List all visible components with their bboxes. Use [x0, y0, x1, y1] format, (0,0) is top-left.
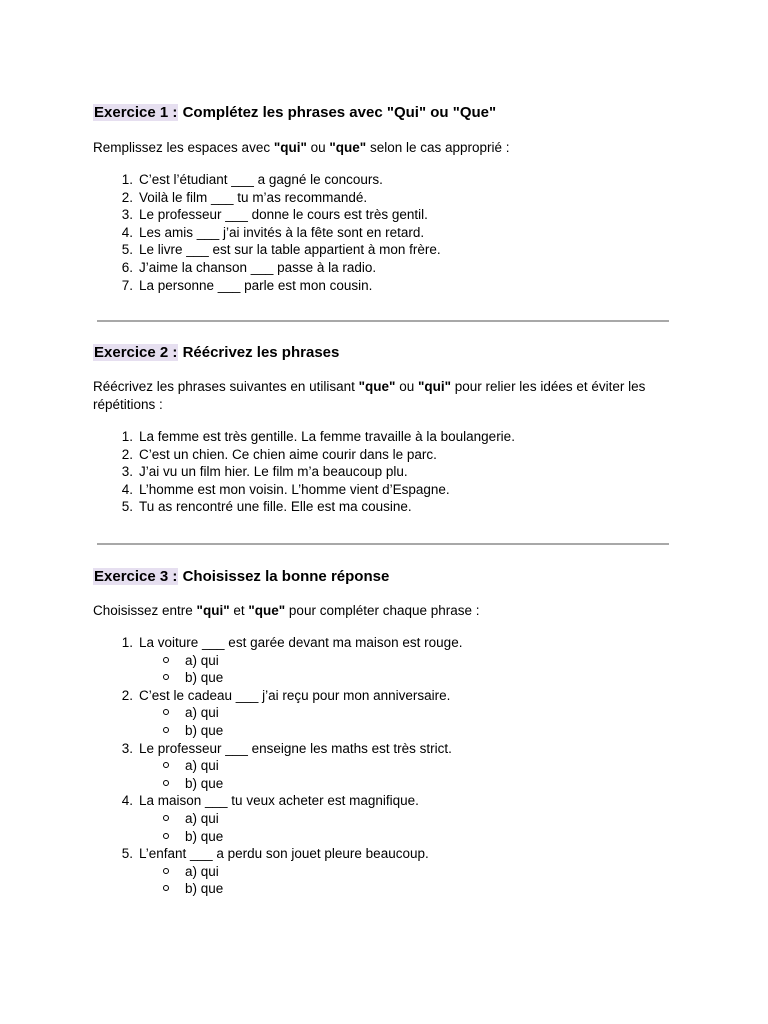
list-item — [93, 792, 683, 810]
option-b — [93, 722, 683, 740]
item-text: L’homme est mon voisin. L’homme vient d’Espagne. — [139, 481, 450, 497]
instruction-text: Réécrivez les phrases suivantes en utilisant — [93, 379, 359, 394]
list-item — [93, 463, 683, 481]
options-list — [93, 810, 683, 845]
item-text: Le livre ___ est sur la table appartient à mon frère. — [139, 242, 441, 258]
instruction-text: pour relier les idées et éviter les répétitions : — [93, 379, 646, 412]
option-a — [93, 863, 683, 881]
hollow-bullet-icon — [163, 868, 169, 874]
options-container — [93, 863, 683, 898]
item-number: 2. — [121, 687, 133, 703]
options-container — [93, 757, 683, 792]
hollow-bullet-icon — [163, 657, 169, 663]
option-text: b) que — [185, 670, 224, 686]
item-number: 2. — [121, 446, 133, 462]
list-item — [93, 428, 683, 446]
hollow-bullet-icon — [163, 885, 169, 891]
item-text: La femme est très gentille. La femme travaille à la boulangerie. — [139, 429, 515, 444]
item-number: 7. — [121, 277, 133, 293]
hollow-bullet-icon — [163, 709, 169, 715]
exercise-1-label: Exercice 1 : — [94, 104, 178, 121]
item-number: 5. — [121, 499, 133, 515]
item-text: L’enfant ___ a perdu son jouet pleure beaucoup. — [139, 846, 429, 862]
options-list — [93, 863, 683, 898]
option-b — [93, 669, 683, 687]
keyword-qui: "qui" — [417, 379, 452, 394]
exercise-1-title: Complétez les phrases avec "Qui" ou "Que" — [178, 104, 497, 121]
option-a — [93, 704, 683, 722]
item-text: Le professeur ___ enseigne les maths est très strict. — [139, 740, 452, 756]
item-text: J’aime la chanson ___ passe à la radio. — [139, 259, 377, 275]
list-item — [93, 740, 683, 758]
item-text: Les amis ___ j’ai invités à la fête sont en retard. — [139, 224, 425, 240]
section-divider-1 — [97, 320, 669, 322]
list-item — [93, 481, 683, 499]
keyword-que: "que" — [248, 603, 286, 618]
options-list — [93, 704, 683, 739]
item-number: 4. — [121, 481, 133, 497]
item-number: 6. — [121, 259, 133, 275]
keyword-qui: "qui" — [196, 603, 230, 618]
item-number: 3. — [121, 207, 133, 223]
option-text: a) qui — [185, 863, 219, 879]
item-text: Voilà le film ___ tu m’as recommandé. — [139, 189, 368, 205]
keyword-que: "que" — [329, 140, 367, 155]
options-container — [93, 704, 683, 739]
option-b — [93, 775, 683, 793]
list-item — [93, 224, 683, 242]
item-text: La maison ___ tu veux acheter est magnifique. — [139, 793, 419, 809]
list-item — [93, 259, 683, 277]
hollow-bullet-icon — [163, 762, 169, 768]
item-text: C’est un chien. Ce chien aime courir dans le parc. — [139, 446, 437, 462]
item-text: Le professeur ___ donne le cours est très gentil. — [139, 207, 428, 223]
item-number: 4. — [121, 224, 133, 240]
hollow-bullet-icon — [163, 780, 169, 786]
option-a — [93, 810, 683, 828]
list-item — [93, 241, 683, 259]
list-item — [93, 189, 683, 207]
option-text: b) que — [185, 828, 224, 844]
exercise-3-label: Exercice 3 : — [94, 568, 178, 585]
hollow-bullet-icon — [163, 674, 169, 680]
option-text: a) qui — [185, 758, 219, 774]
option-a — [93, 757, 683, 775]
keyword-que: "que" — [358, 379, 396, 394]
item-text: La personne ___ parle est mon cousin. — [139, 277, 373, 293]
item-number: 5. — [121, 846, 133, 862]
option-a — [93, 652, 683, 670]
item-number: 5. — [121, 242, 133, 258]
list-item — [93, 277, 683, 295]
exercise-3-list — [93, 634, 683, 898]
instruction-text: et — [229, 603, 249, 618]
hollow-bullet-icon — [163, 833, 169, 839]
options-list — [93, 652, 683, 687]
section-divider-2 — [97, 543, 669, 545]
item-number: 3. — [121, 464, 133, 480]
option-b — [93, 880, 683, 898]
option-text: b) que — [185, 881, 224, 897]
options-container — [93, 652, 683, 687]
option-text: b) que — [185, 775, 224, 791]
option-b — [93, 828, 683, 846]
option-text: b) que — [185, 722, 224, 738]
instruction-text: ou — [306, 140, 330, 155]
item-text: J’ai vu un film hier. Le film m’a beaucoup plu. — [139, 464, 408, 480]
list-item — [93, 498, 683, 516]
exercise-2-label: Exercice 2 : — [94, 344, 178, 361]
exercise-1-section — [93, 103, 683, 294]
keyword-qui: "qui" — [273, 140, 307, 155]
hollow-bullet-icon — [163, 815, 169, 821]
hollow-bullet-icon — [163, 727, 169, 733]
instruction-text: selon le cas approprié : — [366, 140, 510, 155]
item-number: 1. — [121, 429, 133, 444]
option-text: a) qui — [185, 810, 219, 826]
list-item — [93, 206, 683, 224]
exercise-3-heading — [93, 567, 683, 587]
item-number: 2. — [121, 189, 133, 205]
exercise-2-section — [93, 343, 683, 516]
exercise-1-list — [93, 171, 683, 294]
item-text: Tu as rencontré une fille. Elle est ma cousine. — [139, 499, 412, 515]
options-container — [93, 810, 683, 845]
option-text: a) qui — [185, 705, 219, 721]
list-item — [93, 687, 683, 705]
exercise-3-title: Choisissez la bonne réponse — [178, 568, 390, 585]
options-list — [93, 757, 683, 792]
list-item — [93, 446, 683, 464]
option-text: a) qui — [185, 652, 219, 668]
exercise-3-section — [93, 567, 683, 898]
exercise-1-heading — [93, 103, 683, 123]
item-text: La voiture ___ est garée devant ma maison est rouge. — [139, 635, 463, 650]
exercise-2-list — [93, 428, 683, 516]
exercise-2-title: Réécrivez les phrases — [178, 344, 340, 361]
instruction-text: Remplissez les espaces avec — [93, 140, 274, 155]
list-item — [93, 634, 683, 652]
exercise-1-instruction — [93, 139, 683, 157]
item-number: 1. — [121, 172, 133, 187]
exercise-2-instruction — [93, 378, 683, 414]
instruction-text: pour compléter chaque phrase : — [285, 603, 480, 618]
item-number: 1. — [121, 635, 133, 650]
exercise-2-heading — [93, 343, 683, 363]
list-item — [93, 845, 683, 863]
item-text: C’est le cadeau ___ j’ai reçu pour mon anniversaire. — [139, 687, 451, 703]
instruction-text: ou — [395, 379, 418, 394]
item-number: 4. — [121, 793, 133, 809]
list-item — [93, 171, 683, 189]
item-text: C’est l’étudiant ___ a gagné le concours. — [139, 172, 383, 187]
exercise-3-instruction — [93, 602, 683, 620]
instruction-text: Choisissez entre — [93, 603, 197, 618]
item-number: 3. — [121, 740, 133, 756]
